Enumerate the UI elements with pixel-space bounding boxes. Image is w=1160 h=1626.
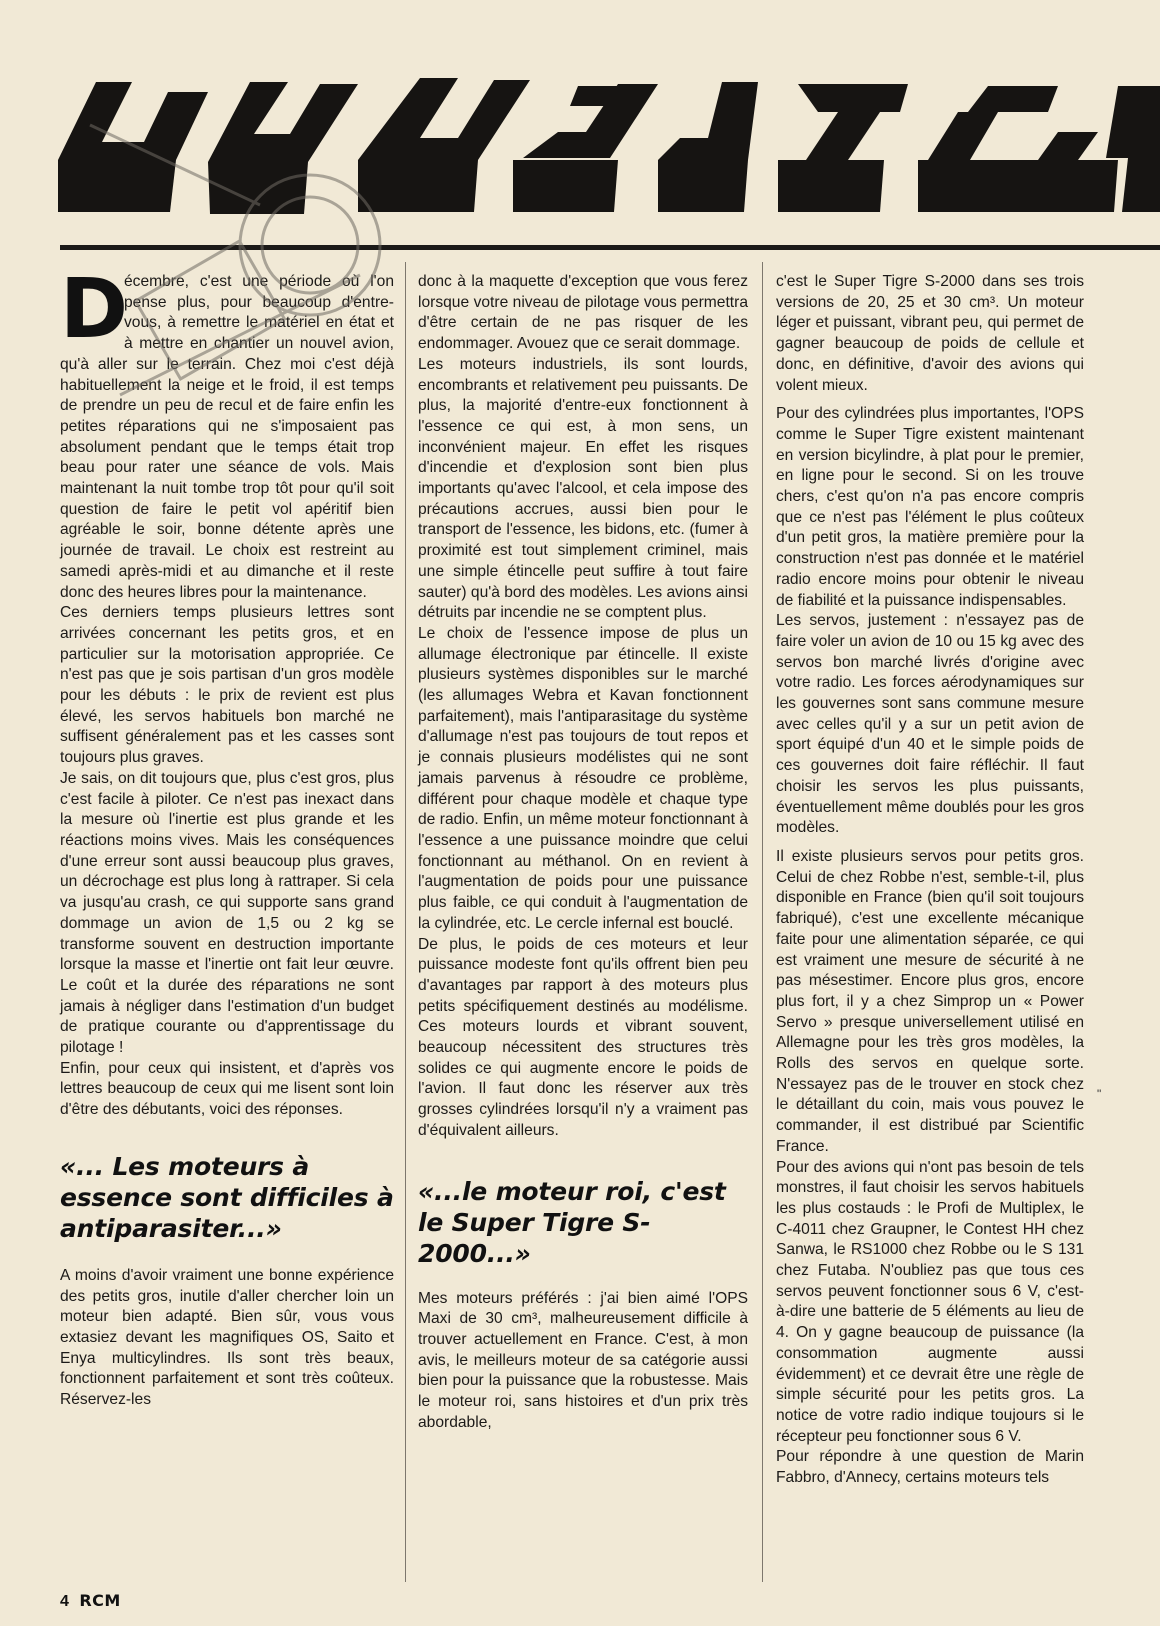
banner-artwork bbox=[58, 72, 1160, 232]
paragraph: Pour répondre à une question de Marin Fabbro, d'Annecy, certains moteurs tels bbox=[776, 1448, 1084, 1487]
paragraph: Les moteurs industriels, ils sont lourds, encombrants et relativement peu puissants. De plus, la majorité d'entre-eux fonctionnent à l'essence ce qui est, à mon sens, un inconvénient majeur. En effet les risques d'incendie et d'explosion sont bien plus importants qu'avec l'alcool, et cela impose des précautions accrues, aussi bien pour le transport de l'essence, les bidons, etc. (fumer à proximité est tout simplement criminel, mais une simple étincelle peut suffire à tout faire sauter) qu'à bord des modèles. Les avions ainsi détruits par incendie ne se comptent plus. bbox=[418, 355, 748, 622]
paragraph: donc à la maquette d'exception que vous ferez lorsque votre niveau de pilotage vous permettra d'être certain de ne pas risquer de les endommager. Avouez que ce serait dommage. bbox=[418, 273, 748, 353]
paragraph: Pour des cylindrées plus importantes, l'OPS comme le Super Tigre existent maintenant en version bicylindre, à plat pour le premier, en ligne pour le second. Si on les trouve chers, c'est qu'on n'a pas encore compris que ce n'est pas l'élément le plus coûteux d'un petit gros, la matière première pour la construction n'est pas donnée et le matériel radio encore moins pour obtenir le niveau de fiabilité et la puissance indispensables. bbox=[776, 405, 1084, 609]
banner-letters bbox=[58, 72, 1160, 232]
magazine-name: RCM bbox=[79, 1591, 121, 1610]
paragraph: c'est le Super Tigre S-2000 dans ses trois versions de 20, 25 et 30 cm³. Un moteur léger et puissant, vibrant peu, qui permet de gagner beaucoup de poids de cellule et donc, en définitive, d'avoir des avions qui volent mieux. bbox=[776, 273, 1084, 394]
paragraph: Les servos, justement : n'essayez pas de faire voler un avion de 10 ou 15 kg avec des servos bon marché livrés d'origine avec votre radio. Les forces aérodynamiques sur les gouvernes sont sans commune mesure avec celles qu'il y a sur un petit avion de sport équipé d'un 40 et le simple poids de ces gouvernes doit faire réfléchir. Il faut choisir les servos les plus puissants, éventuellement même doublés pour les gros modèles. bbox=[776, 612, 1084, 837]
column-1 bbox=[60, 262, 394, 1411]
column-divider bbox=[405, 262, 406, 1582]
paragraph: De plus, le poids de ces moteurs et leur puissance modeste font qu'ils offrent bien peu d'avantages par rapport à des moteurs plus petits spécifiquement destinés au modélisme. Ces moteurs lourds et vibrant souvent, beaucoup nécessitent des structures très solides ce qui augmente encore le poids de l'avion. Il faut donc les réserver aux très grosses cylindrées lorsqu'il n'y a vraiment pas d'équivalent ailleurs. bbox=[418, 935, 748, 1139]
paragraph: Le choix de l'essence impose de plus un allumage électronique par étincelle. Il existe plusieurs systèmes disponibles sur le marché (les allumages Webra et Kavan fonctionnent parfaitement), mais l'antiparasitage du système d'allumage n'est pas toujours de tout repos et je connais plusieurs modélistes qui ne sont jamais parvenus à résoudre ce problème, différent pour chaque modèle et chaque type de radio. Enfin, un même moteur fonctionnant à l'essence a une puissance moindre que celui fonctionnant au méthanol. On en revient à l'augmentation de poids pour une puissance plus faible, ce qui conduit à l'augmentation de la cylindrée, etc. Le cercle infernal est bouclé. bbox=[418, 624, 748, 932]
column-divider bbox=[762, 262, 763, 1582]
column-3 bbox=[776, 272, 1084, 1489]
page-footer bbox=[60, 1591, 121, 1611]
paragraph: Mes moteurs préférés : j'ai bien aimé l'OPS Maxi de 30 cm³, malheureusement difficile à trouver actuellement en France. C'est, à mon avis, le meilleurs moteur de sa catégorie aussi bien pour la puissance que la robustesse. Mais le moteur roi, sans histoires et d'un prix très abordable, bbox=[418, 1289, 748, 1431]
paragraph: Pour des avions qui n'ont pas besoin de tels monstres, il faut choisir les servos habituels les plus costauds : le Profi de Multiplex, le C-4011 chez Graupner, le Contest HH chez Sanwa, le RS1000 chez Robbe ou le S 131 chez Futaba. N'oubliez pas que tous ces servos peuvent fonctionner sous 6 V, c'est-à-dire une batterie de 5 éléments au lieu de 4. On y gagne beaucoup de puissance (la consommation augmente aussi évidemment) et ce devrait être une règle de simple sécurité pour les petits gros. La notice de votre radio indique toujours si le récepteur peu fonctionner sous 6 V. bbox=[776, 1158, 1084, 1445]
stray-mark: " bbox=[1097, 1087, 1102, 1101]
page-number: 4 bbox=[60, 1593, 69, 1610]
section-headline: «...le moteur roi, c'est le Super Tigre S-2000...» bbox=[418, 1176, 726, 1268]
paragraph: écembre, c'est une période où l'on pense plus, pour beaucoup d'entre-vous, à remettre le matériel en état et à mettre en chantier un nouvel avion, qu'à aller sur le terrain. Chez moi c'est déjà habituellement la neige et le froid, il est temps de prendre un peu de recul et de faire enfin les petites réparations qui ne s'imposaient pas absolument pendant que le temps était trop beau pour rater une séance de vols. Mais maintenant la nuit tombe trop tôt pour qu'il soit question de faire le petit vol apéritif bien agréable le soir, bonne détente après une journée de travail. Le choix est restreint au samedi après-midi et au dimanche et il reste donc des heures libres pour la maintenance. bbox=[60, 273, 394, 601]
paragraph: Il existe plusieurs servos pour petits gros. Celui de chez Robbe n'est, semble-t-il, plus disponible en France (bien qu'il soit toujours fabriqué), c'est une excellente mécanique faite pour une alimentation séparée, ce qui est vraiment une mesure de sécurité à ne pas mésestimer. Encore plus gros, encore plus fort, il y a chez Simprop un « Power Servo » presque universellement utilisé en Allemagne pour les très gros modèles, la Rolls des servos en quelque sorte. N'essayez pas de le trouver en stock chez le détaillant du coin, mais vous pouvez le commander, il est distribué par Scientific France. bbox=[776, 847, 1084, 1155]
header-rule bbox=[60, 245, 1160, 250]
paragraph: Je sais, on dit toujours que, plus c'est gros, plus c'est facile à piloter. Ce n'est pas inexact dans la mesure où l'inertie est plus grande et les réactions moins vives. Mais les conséquences d'une erreur sont aussi beaucoup plus graves, un décrochage est plus long à rattraper. Si cela va jusqu'au crash, ce qui supporte sans grand dommage un avion de 1,5 ou 2 kg se transforme souvent en destruction importante lorsque la masse et l'inertie ont fait leur œuvre. Le coût et la durée des réparations ne sont jamais à négliger dans l'estimation d'un budget de pratique courante ou d'apprentissage du pilotage ! bbox=[60, 769, 394, 1057]
paragraph: A moins d'avoir vraiment une bonne expérience des petits gros, inutile d'aller chercher loin un moteur bien adapté. Bien sûr, vous vous extasiez devant les magnifiques OS, Saito et Enya multicylindres. Ils sont très beaux, fonctionnent parfaitement et sont très coûteux. Réservez-les bbox=[60, 1266, 394, 1409]
column-2 bbox=[418, 272, 748, 1433]
paragraph: Enfin, pour ceux qui insistent, et d'après vos lettres beaucoup de ceux qui me lisent sont loin d'être des débutants, voici des réponses. bbox=[60, 1059, 394, 1119]
section-headline: «... Les moteurs à essence sont difficiles à antiparasiter...» bbox=[60, 1151, 394, 1243]
paragraph: Ces derniers temps plusieurs lettres sont arrivées concernant les petits gros, et en particulier sur la motorisation appropriée. Ce n'est pas que je sois partisan d'un gros modèle pour les débuts : le prix de revient est plus élevé, les servos habituels bon marché ne suffisent généralement pas et les casses sont toujours plus graves. bbox=[60, 604, 394, 767]
drop-cap: D bbox=[60, 262, 129, 357]
